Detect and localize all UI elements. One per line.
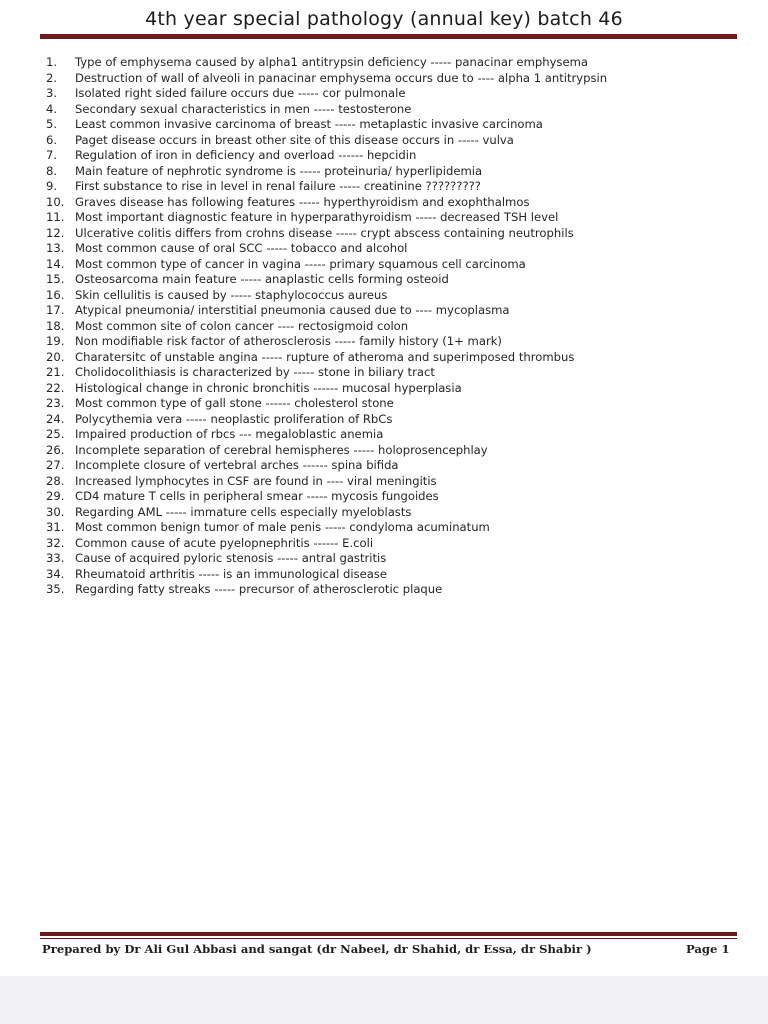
item-text: Type of emphysema caused by alpha1 antitrypsin deficiency ----- panacinar emphysema [75, 55, 588, 69]
list-item [46, 365, 726, 381]
page-title: 4th year special pathology (annual key) batch 46 [145, 8, 623, 30]
item-number: 15. [46, 272, 65, 286]
item-text: Isolated right sided failure occurs due ----- cor pulmonale [75, 86, 406, 100]
list-item [46, 474, 726, 490]
item-number: 5. [46, 117, 58, 131]
list-item [46, 288, 726, 304]
item-text: Charatersitc of unstable angina ----- rupture of atheroma and superimposed thrombus [75, 349, 575, 364]
list-item [46, 443, 726, 459]
item-number: 35. [46, 582, 65, 596]
item-text: Most common type of cancer in vagina ----- primary squamous cell carcinoma [75, 256, 526, 271]
item-number: 20. [46, 349, 65, 364]
list-item [46, 179, 726, 195]
item-number: 4. [46, 101, 58, 116]
list-item [46, 241, 726, 257]
item-number: 19. [46, 334, 65, 348]
list-item [46, 505, 726, 521]
list-item [46, 117, 726, 133]
item-text: Most common benign tumor of male penis ----- condyloma acuminatum [75, 520, 490, 534]
item-number: 33. [46, 551, 65, 565]
item-number: 26. [46, 442, 65, 457]
item-number: 25. [46, 427, 65, 441]
item-text: First substance to rise in level in renal failure ----- creatinine ????????? [75, 179, 481, 193]
item-text: Rheumatoid arthritis ----- is an immunological disease [75, 566, 388, 581]
item-number: 30. [46, 504, 65, 519]
item-number: 24. [46, 411, 65, 426]
item-text: Most important diagnostic feature in hyperparathyroidism ----- decreased TSH level [75, 210, 559, 224]
item-number: 9. [46, 179, 58, 193]
item-text: Atypical pneumonia/ interstitial pneumonia caused due to ---- mycoplasma [75, 303, 510, 317]
item-text: Common cause of acute pyelopnephritis ------ E.coli [75, 535, 374, 550]
list-item [46, 582, 726, 598]
item-text: Destruction of wall of alveoli in panacinar emphysema occurs due to ---- alpha 1 antitrypsin [75, 70, 608, 85]
list-item [46, 489, 726, 505]
item-text: Polycythemia vera ----- neoplastic proliferation of RbCs [75, 411, 393, 426]
list-item [46, 272, 726, 288]
item-text: Non modifiable risk factor of atherosclerosis ----- family history (1+ mark) [75, 334, 502, 348]
item-text: Regarding fatty streaks ----- precursor of atherosclerotic plaque [75, 582, 443, 596]
item-text: Osteosarcoma main feature ----- anaplastic cells forming osteoid [75, 272, 449, 286]
item-number: 6. [46, 132, 58, 147]
list-item [46, 195, 726, 211]
item-number: 23. [46, 396, 65, 410]
list-item [46, 148, 726, 164]
list-item [46, 319, 726, 335]
viewer-bottom-bar [0, 976, 768, 1024]
item-number: 2. [46, 70, 58, 85]
item-text: Most common site of colon cancer ---- rectosigmoid colon [75, 318, 409, 333]
item-text: Most common type of gall stone ------ cholesterol stone [75, 396, 394, 410]
item-text: Graves disease has following features ----- hyperthyroidism and exophthalmos [75, 194, 530, 209]
list-item [46, 133, 726, 149]
item-text: Secondary sexual characteristics in men ----- testosterone [75, 101, 412, 116]
item-text: Most common cause of oral SCC ----- tobacco and alcohol [75, 241, 408, 255]
list-item [46, 350, 726, 366]
footer-divider-thin [40, 938, 737, 939]
item-number: 17. [46, 303, 65, 317]
list-item [46, 458, 726, 474]
item-number: 1. [46, 55, 58, 69]
list-item [46, 520, 726, 536]
item-number: 14. [46, 256, 65, 271]
item-number: 12. [46, 225, 65, 240]
item-number: 7. [46, 148, 58, 162]
item-text: Regulation of iron in deficiency and overload ------ hepcidin [75, 148, 417, 162]
item-text: Paget disease occurs in breast other site of this disease occurs in ----- vulva [75, 132, 514, 147]
list-item [46, 71, 726, 87]
list-item [46, 567, 726, 583]
list-item [46, 210, 726, 226]
answer-key-list [46, 55, 726, 598]
item-number: 18. [46, 318, 65, 333]
page-number: Page 1 [686, 942, 730, 956]
item-number: 31. [46, 520, 65, 534]
list-item [46, 86, 726, 102]
item-text: Incomplete separation of cerebral hemispheres ----- holoprosencephlay [75, 442, 488, 457]
item-number: 16. [46, 287, 65, 302]
item-text: Ulcerative colitis differs from crohns disease ----- crypt abscess containing neutrophils [75, 225, 574, 240]
item-number: 13. [46, 241, 65, 255]
item-number: 32. [46, 535, 65, 550]
list-item [46, 536, 726, 552]
list-item [46, 303, 726, 319]
item-number: 11. [46, 210, 65, 224]
item-text: Histological change in chronic bronchitis ------ mucosal hyperplasia [75, 380, 462, 395]
list-item [46, 226, 726, 242]
item-text: Impaired production of rbcs --- megaloblastic anemia [75, 427, 384, 441]
title-divider [40, 34, 737, 39]
footer-credit: Prepared by Dr Ali Gul Abbasi and sangat (dr Nabeel, dr Shahid, dr Essa, dr Shabir ) [42, 942, 592, 956]
list-item [46, 427, 726, 443]
item-number: 3. [46, 86, 58, 100]
item-number: 21. [46, 365, 65, 379]
list-item [46, 551, 726, 567]
item-text: Least common invasive carcinoma of breast ----- metaplastic invasive carcinoma [75, 117, 543, 131]
item-number: 10. [46, 194, 65, 209]
item-number: 34. [46, 566, 65, 581]
item-number: 29. [46, 489, 65, 503]
item-number: 22. [46, 380, 65, 395]
item-text: Increased lymphocytes in CSF are found in ---- viral meningitis [75, 473, 437, 488]
list-item [46, 396, 726, 412]
item-number: 8. [46, 163, 58, 178]
list-item [46, 55, 726, 71]
footer-divider [40, 932, 737, 936]
item-text: Incomplete closure of vertebral arches ------ spina bifida [75, 458, 399, 472]
item-text: Regarding AML ----- immature cells especially myeloblasts [75, 504, 412, 519]
item-text: Cholidocolithiasis is characterized by ----- stone in biliary tract [75, 365, 435, 379]
item-text: Cause of acquired pyloric stenosis ----- antral gastritis [75, 551, 387, 565]
item-number: 27. [46, 458, 65, 472]
list-item [46, 257, 726, 273]
item-text: Main feature of nephrotic syndrome is ----- proteinuria/ hyperlipidemia [75, 163, 483, 178]
list-item [46, 381, 726, 397]
item-number: 28. [46, 473, 65, 488]
list-item [46, 102, 726, 118]
list-item [46, 412, 726, 428]
item-text: CD4 mature T cells in peripheral smear ----- mycosis fungoides [75, 489, 439, 503]
list-item [46, 334, 726, 350]
list-item [46, 164, 726, 180]
item-text: Skin cellulitis is caused by ----- staphylococcus aureus [75, 287, 388, 302]
